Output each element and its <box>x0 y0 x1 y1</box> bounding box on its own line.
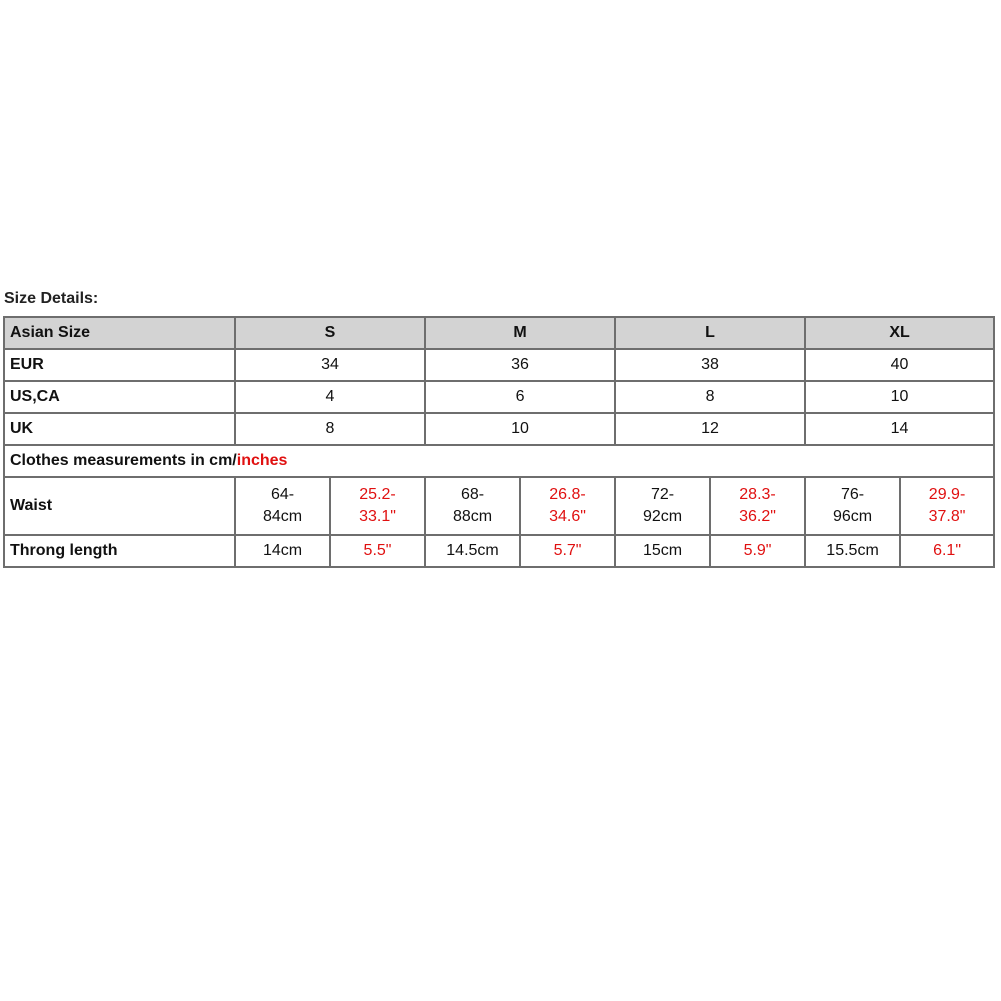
thong-l-cm: 15cm <box>615 535 710 567</box>
waist-m-cm-line1: 68- <box>460 486 485 503</box>
table-caption: Size Details: <box>4 290 99 307</box>
waist-l-in-line2: 36.2" <box>739 508 776 525</box>
uk-s: 8 <box>235 413 425 445</box>
waist-l-cm <box>615 477 710 535</box>
row-label-eur: EUR <box>4 349 235 381</box>
thong-m-inches: 5.7" <box>520 535 615 567</box>
waist-xl-in-line2: 37.8" <box>928 508 966 525</box>
size-xl-header: XL <box>805 317 994 349</box>
table-row-usca <box>4 381 994 413</box>
waist-xl-cm-line2: 96cm <box>832 508 873 525</box>
size-l-header: L <box>615 317 805 349</box>
waist-xl-inches <box>900 477 994 535</box>
thong-m-cm: 14.5cm <box>425 535 520 567</box>
usca-s: 4 <box>235 381 425 413</box>
usca-m: 6 <box>425 381 615 413</box>
measurements-heading-inches: inches <box>236 452 288 469</box>
row-label-waist: Waist <box>4 477 235 535</box>
table-row-waist <box>4 477 994 535</box>
eur-m: 36 <box>425 349 615 381</box>
row-label-uk: UK <box>4 413 235 445</box>
eur-xl: 40 <box>805 349 994 381</box>
waist-m-in-line2: 34.6" <box>549 508 586 525</box>
waist-s-cm <box>235 477 330 535</box>
uk-l: 12 <box>615 413 805 445</box>
measurements-heading-prefix: Clothes measurements in cm/ <box>10 452 237 469</box>
header-label: Asian Size <box>4 317 235 349</box>
measurements-section-row <box>4 445 994 477</box>
uk-xl: 14 <box>805 413 994 445</box>
size-chart-table <box>3 316 995 568</box>
waist-l-inches <box>710 477 805 535</box>
waist-m-cm-line2: 88cm <box>452 508 493 525</box>
waist-s-cm-line1: 64- <box>270 486 295 503</box>
size-m-header: M <box>425 317 615 349</box>
waist-xl-cm <box>805 477 900 535</box>
thong-xl-cm: 15.5cm <box>805 535 900 567</box>
waist-l-cm-line1: 72- <box>650 486 675 503</box>
row-label-thong-length: Throng length <box>4 535 235 567</box>
thong-l-inches: 5.9" <box>710 535 805 567</box>
waist-m-in-line1: 26.8- <box>549 486 586 503</box>
waist-m-cm <box>425 477 520 535</box>
table-row-eur <box>4 349 994 381</box>
usca-xl: 10 <box>805 381 994 413</box>
waist-s-in-line1: 25.2- <box>359 486 396 503</box>
waist-l-cm-line2: 92cm <box>642 508 683 525</box>
usca-l: 8 <box>615 381 805 413</box>
table-row-uk <box>4 413 994 445</box>
row-label-usca: US,CA <box>4 381 235 413</box>
eur-l: 38 <box>615 349 805 381</box>
waist-s-in-line2: 33.1" <box>359 508 396 525</box>
waist-m-inches <box>520 477 615 535</box>
uk-m: 10 <box>425 413 615 445</box>
size-s-header: S <box>235 317 425 349</box>
waist-xl-in-line1: 29.9- <box>928 486 966 503</box>
header-row <box>4 317 994 349</box>
waist-l-in-line1: 28.3- <box>739 486 776 503</box>
thong-s-cm: 14cm <box>235 535 330 567</box>
thong-xl-inches: 6.1" <box>900 535 994 567</box>
table-row-thong-length <box>4 535 994 567</box>
measurements-heading <box>4 445 994 477</box>
eur-s: 34 <box>235 349 425 381</box>
waist-xl-cm-line1: 76- <box>840 486 865 503</box>
thong-s-inches: 5.5" <box>330 535 425 567</box>
waist-s-cm-line2: 84cm <box>262 508 303 525</box>
waist-s-inches <box>330 477 425 535</box>
